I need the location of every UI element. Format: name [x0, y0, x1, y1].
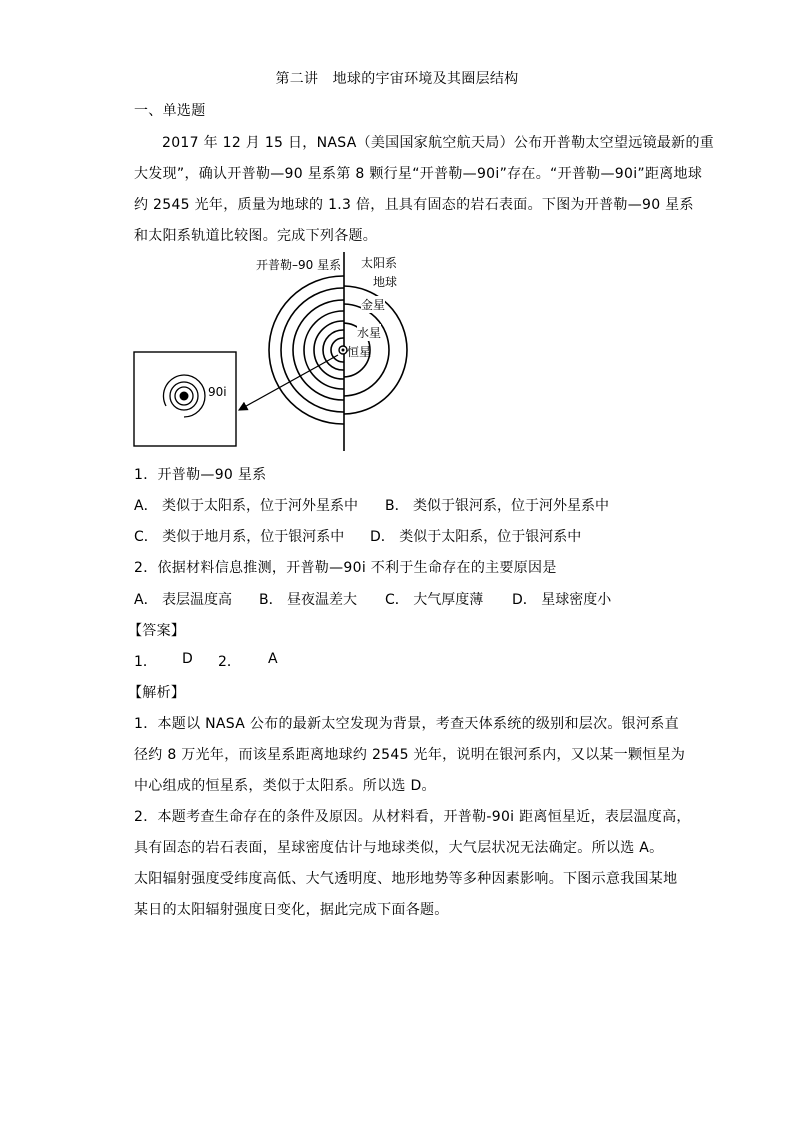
earth-label: 地球: [373, 275, 398, 289]
planet-90i-label: 90i: [208, 385, 227, 399]
kepler-system-label: 开普勒–90 星系: [256, 258, 342, 272]
q1-option-c: C． 类似于地月系，位于银河系中: [134, 529, 345, 545]
answer-2-value: A: [268, 651, 278, 667]
analysis-line-4: 2．本题考查生命存在的条件及原因。从材料看，开普勒-90i 距离恒星近，表层温度高，: [134, 809, 691, 825]
intro-line-2: 大发现”，确认开普勒—90 星系第 8 颗行星“开普勒—90i”存在。“开普勒—90i”距离地球: [134, 166, 703, 182]
intro-line-1: 2017 年 12 月 15 日，NASA（美国国家航空航天局）公布开普勒太空望远镜最新的重: [162, 135, 715, 151]
q1-option-d: D． 类似于太阳系，位于银河系中: [370, 529, 582, 545]
venus-label: 金星: [361, 298, 386, 312]
question-2-stem: 2．依据材料信息推测，开普勒—90i 不利于生命存在的主要原因是: [134, 560, 557, 576]
q1-option-b: B． 类似于银河系，位于河外星系中: [385, 498, 610, 514]
q2-option-d: D． 星球密度小: [512, 592, 612, 608]
analysis-header: 【解析】: [128, 685, 186, 701]
q1-option-a: A． 类似于太阳系，位于河外星系中: [134, 498, 359, 514]
answer-1-number: 1．: [134, 654, 157, 670]
analysis-line-3: 中心组成的恒星系，类似于太阳系。所以选 D。: [134, 778, 436, 794]
answer-2-number: 2．: [218, 654, 241, 670]
q2-option-c: C． 大气厚度薄: [385, 592, 484, 608]
analysis-line-1: 1．本题以 NASA 公布的最新太空发现为背景，考查天体系统的级别和层次。银河系直: [134, 716, 679, 732]
q2-option-b: B． 昼夜温差大: [259, 592, 358, 608]
analysis-line-7: 某日的太阳辐射强度日变化，据此完成下面各题。: [134, 902, 449, 918]
star-label: 恒星: [347, 345, 372, 359]
intro-line-3: 约 2545 光年，质量为地球的 1.3 倍，且具有固态的岩石表面。下图为开普勒—90 星系: [134, 197, 694, 213]
answer-header: 【答案】: [128, 623, 186, 639]
solar-system-label: 太阳系: [361, 256, 398, 270]
intro-line-4: 和太阳系轨道比较图。完成下列各题。: [134, 228, 378, 244]
section-heading: 一、单选题: [134, 103, 206, 119]
q2-option-a: A． 表层温度高: [134, 592, 233, 608]
answer-1-value: D: [182, 651, 193, 667]
pointer-arrow: [239, 355, 338, 410]
question-1-stem: 1．开普勒—90 星系: [134, 467, 267, 483]
analysis-line-2: 径约 8 万光年，而该星系距离地球约 2545 光年，说明在银河系内，又以某一颗恒星为: [134, 747, 686, 763]
page-title: 第二讲 地球的宇宙环境及其圈层结构: [275, 71, 519, 87]
analysis-line-5: 具有固态的岩石表面，星球密度估计与地球类似，大气层状况无法确定。所以选 A。: [134, 840, 664, 856]
analysis-line-6: 太阳辐射强度受纬度高低、大气透明度、地形地势等多种因素影响。下图示意我国某地: [134, 871, 678, 887]
orbit-comparison-figure: [132, 248, 432, 454]
mercury-label: 水星: [357, 326, 382, 340]
